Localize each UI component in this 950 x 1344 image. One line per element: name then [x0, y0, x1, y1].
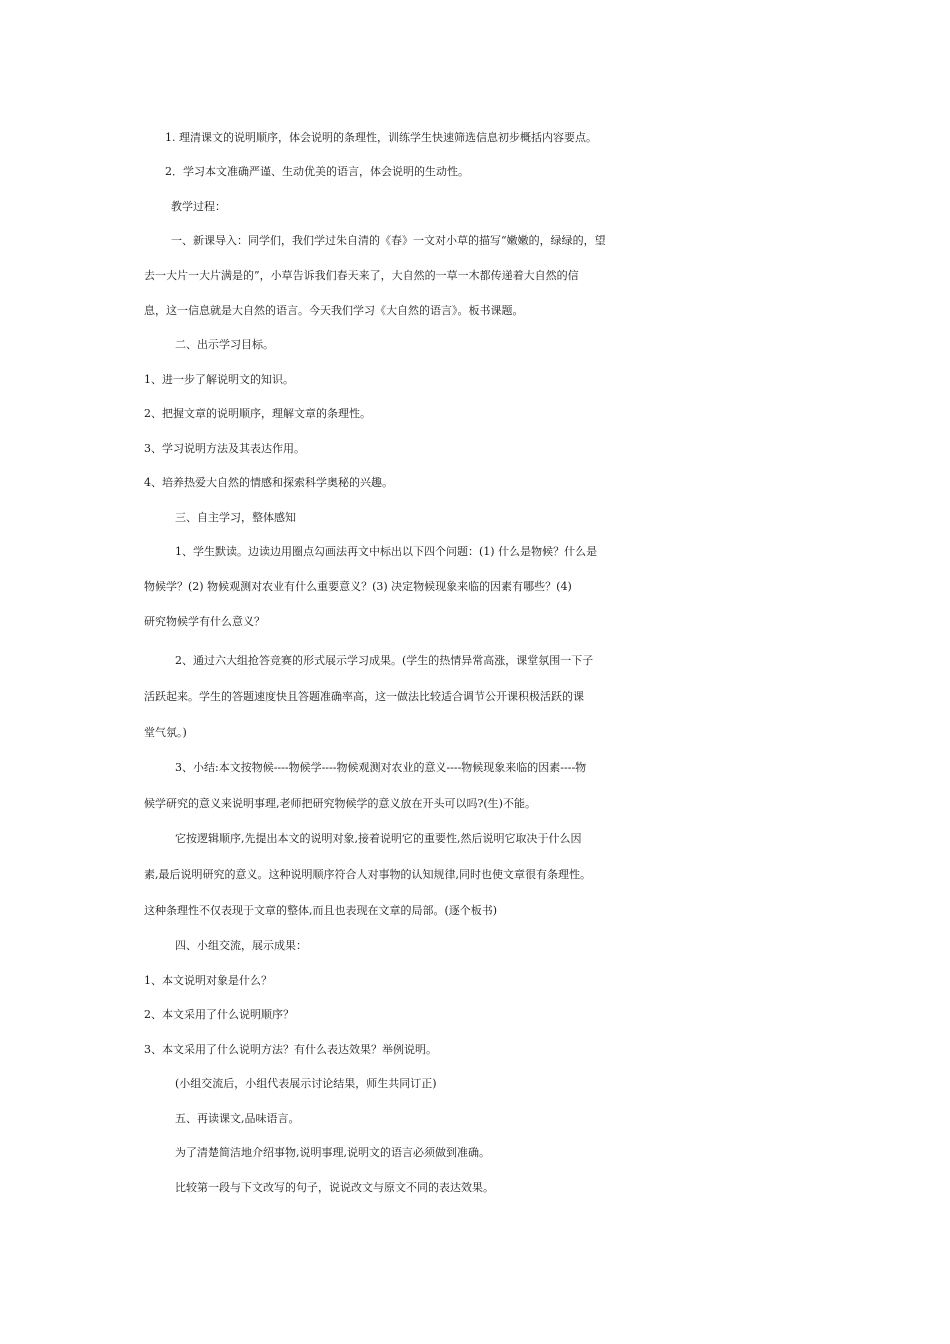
text-line: 息，这一信息就是大自然的语言。今天我们学习《大自然的语言》。板书课题。: [144, 304, 524, 317]
text-line: 研究物候学有什么意义？: [144, 615, 265, 628]
text-line: 2、把握文章的说明顺序，理解文章的条理性。: [144, 407, 371, 420]
text-line: 素,最后说明研究的意义。这种说明顺序符合人对事物的认知规律,同时也使文章很有条理性。: [144, 868, 591, 881]
text-line: 教学过程：: [171, 200, 226, 213]
text-line: 4、培养热爱大自然的情感和探索科学奥秘的兴趣。: [144, 476, 393, 489]
text-line: 2、通过六大组抢答竞赛的形式展示学习成果。(学生的热情异常高涨，课堂氛围一下子: [175, 654, 594, 667]
text-line: 比较第一段与下文改写的句子，说说改文与原文不同的表达效果。: [175, 1181, 494, 1194]
text-line: 五、再读课文,品味语言。: [175, 1112, 300, 1125]
text-line: 3、学习说明方法及其表达作用。: [144, 442, 305, 455]
text-line: 2．学习本文准确严谨、生动优美的语言，体会说明的生动性。: [165, 165, 469, 178]
text-line: 二、出示学习目标。: [175, 338, 274, 351]
text-line: 候学研究的意义来说明事理,老师把研究物候学的意义放在开头可以吗?(生)不能。: [144, 797, 536, 810]
text-line: 2、本文采用了什么说明顺序？: [144, 1008, 294, 1021]
text-line: 四、小组交流，展示成果：: [175, 939, 307, 952]
text-line: 1、进一步了解说明文的知识。: [144, 373, 294, 386]
text-line: 3、本文采用了什么说明方法？有什么表达效果？举例说明。: [144, 1043, 437, 1056]
text-line: 1. 理清课文的说明顺序，体会说明的条理性，训练学生快速筛选信息初步概括内容要点。: [165, 131, 597, 144]
text-line: 一、新课导入：同学们，我们学过朱自清的《春》一文对小草的描写“嫩嫩的，绿绿的，望: [171, 234, 606, 247]
text-line: 1、学生默读。边读边用圈点勾画法再文中标出以下四个问题：(1) 什么是物候？什么是: [175, 545, 598, 558]
text-line: (小组交流后，小组代表展示讨论结果，师生共同订正): [175, 1077, 437, 1090]
text-line: 1、本文说明对象是什么？: [144, 974, 272, 987]
text-line: 这种条理性不仅表现于文章的整体,而且也表现在文章的局部。(逐个板书): [144, 904, 498, 917]
text-line: 物候学？(2) 物候观测对农业有什么重要意义？(3) 决定物候现象来临的因素有哪些？(4): [144, 580, 572, 593]
text-line: 它按逻辑顺序,先提出本文的说明对象,接着说明它的重要性,然后说明它取决于什么因: [175, 832, 582, 845]
text-line: 3、小结:本文按物候----物候学----物候观测对农业的意义----物候现象来临的因素----物: [175, 761, 587, 774]
text-line: 为了清楚简洁地介绍事物,说明事理,说明文的语言必须做到准确。: [175, 1146, 490, 1159]
text-line: 堂气氛。): [144, 726, 187, 739]
text-line: 活跃起来。学生的答题速度快且答题准确率高，这一做法比较适合调节公开课积极活跃的课: [144, 690, 584, 703]
text-line: 三、自主学习，整体感知: [175, 511, 296, 524]
text-line: 去一大片一大片满是的”，小草告诉我们春天来了，大自然的一草一木都传递着大自然的信: [144, 269, 579, 282]
